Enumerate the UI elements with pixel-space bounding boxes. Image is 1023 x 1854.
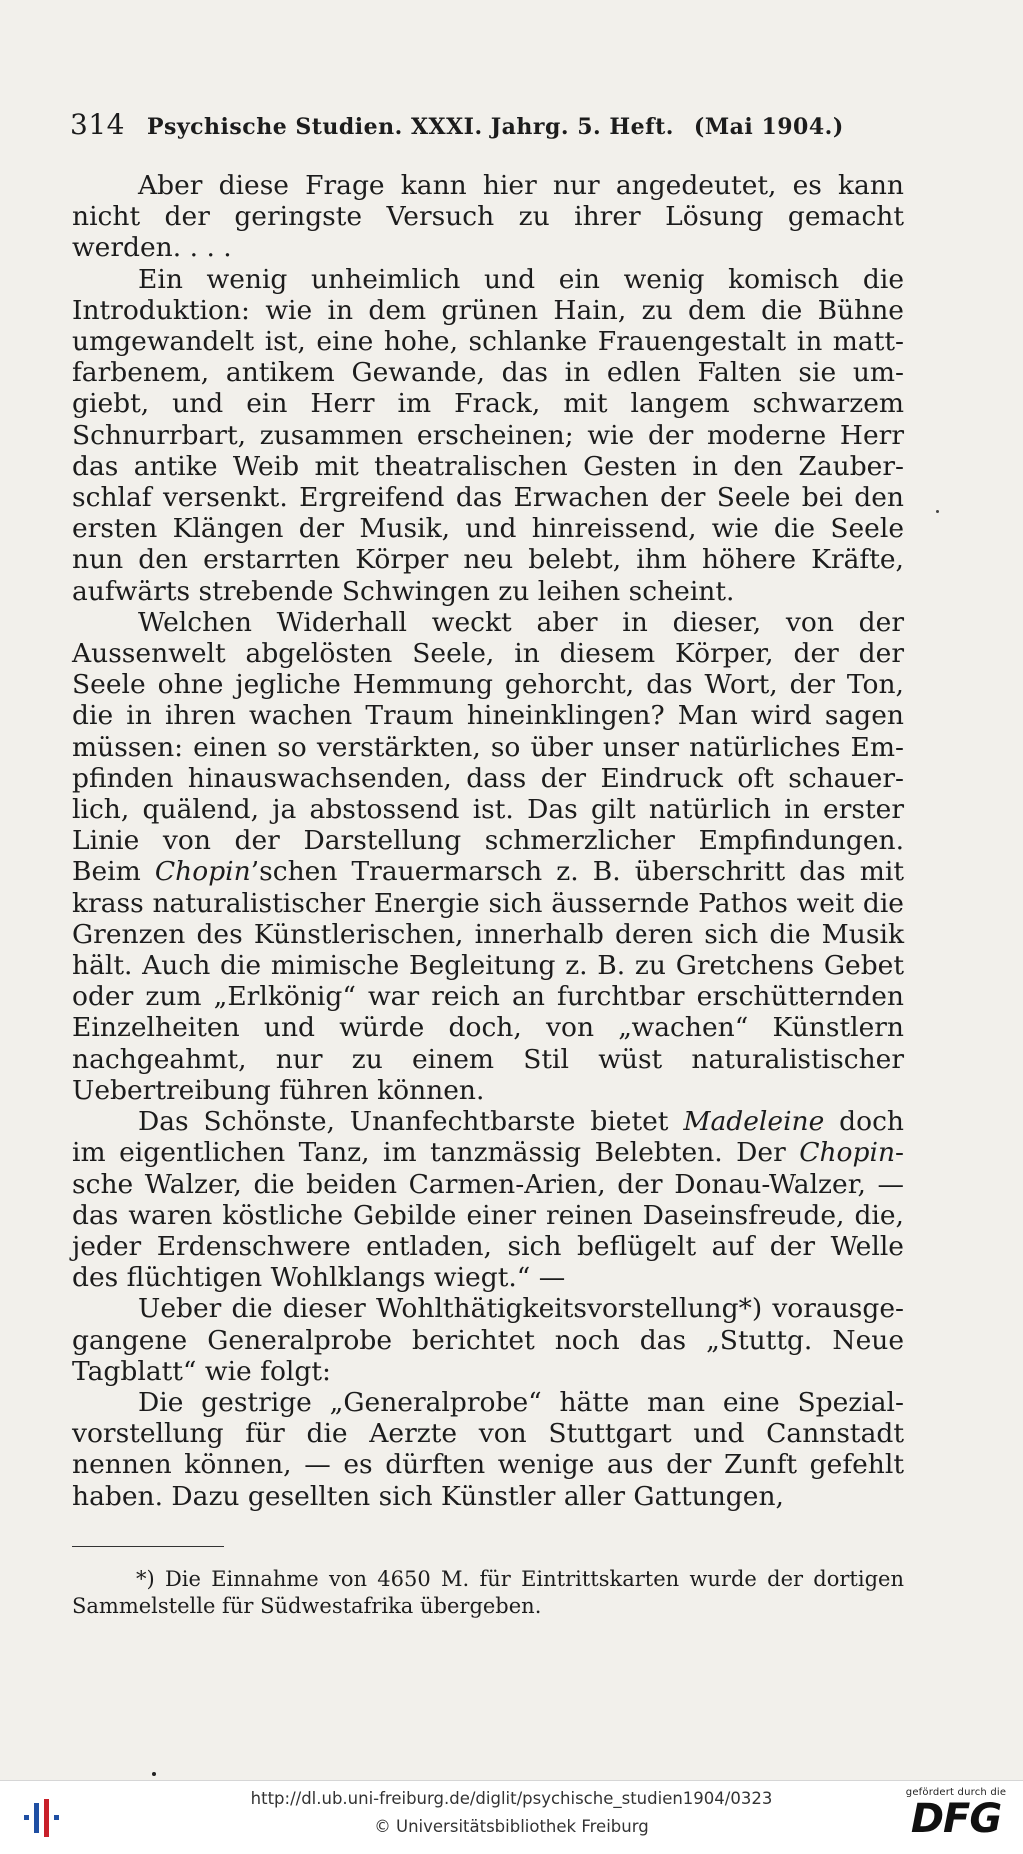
body-text xyxy=(72,170,904,1512)
source-url-link[interactable]: http://dl.ub.uni-freiburg.de/diglit/psychische_studien1904/0323 xyxy=(250,1789,773,1808)
dfg-logo xyxy=(901,1787,1011,1849)
scan-speck xyxy=(152,1772,156,1776)
paragraph-3 xyxy=(72,607,904,1106)
footnote-text: *) Die Einnahme von 4650 M. für Eintrittskarten wurde der dortigen Sammelstelle für Südwestafrika übergeben. xyxy=(72,1567,904,1618)
footnote xyxy=(72,1566,904,1620)
paragraph-3-text-b: ’schen Trauermarsch z. B. überschritt das mit krass naturalistischer Energie sich äussernde Pathos weit die Grenzen des Künstlerischen, innerhalb deren sich die Musik hält. Auch die mimische Begleitung z. B. zu Gretchens Gebet oder zum „Erlkönig“ war reich an furchtbar erschütternden Einzelheiten und würde doch, von „wachen“ Künstlern nachgeahmt, nur zu einem Stil wüst naturalistischer Uebertreibung führen können. xyxy=(72,856,904,1106)
paragraph-3-text-a: Welchen Widerhall weckt aber in dieser, von der Aussenwelt abgelösten Seele, in diesem Körper, der der Seele ohne jegliche Hemmung gehorcht, das Wort, der Ton, die in ihren wachen Traum hineinklingen? Man wird sagen müssen: einen so verstärkten, so über unser natürliches Empfinden hinauswachsenden, dass der Eindruck oft schauerlich, quälend, ja abstossend ist. Das gilt natürlich in erster Linie von der Darstellung schmerzlicher Empfindungen. Beim xyxy=(72,606,904,888)
paragraph-1: Aber diese Frage kann hier nur angedeutet, es kann nicht der geringste Versuch zu ihrer Lösung gemacht werden. . . . xyxy=(72,170,904,264)
running-header xyxy=(70,108,910,141)
paragraph-4-text-a: Das Schönste, Unanfechtbarste bietet xyxy=(138,1106,684,1138)
copyright-notice: © Universitätsbibliothek Freiburg xyxy=(374,1817,649,1836)
paragraph-4 xyxy=(72,1106,904,1293)
running-title: Psychische Studien. XXXI. Jahrg. 5. Heft. xyxy=(146,114,674,140)
page-number: 314 xyxy=(70,108,125,141)
viewer-footer xyxy=(0,1780,1023,1854)
paragraph-4-text-c: sche Walzer, die beiden Carmen-Arien, der Donau-Walzer, — das waren köstliche Gebilde einer reinen Daseinsfreude, die, jeder Erdenschwere entladen, sich beflügelt auf der Welle des flüchtigen Wohlklangs wiegt.“ — xyxy=(72,1137,904,1294)
paragraph-4-italic-1: Madeleine xyxy=(683,1106,825,1138)
paragraph-2: Ein wenig unheimlich und ein wenig komisch die Introduktion: wie in dem grünen Hain, zu dem die Bühne umgewandelt ist, eine hohe, schlanke Frauengestalt in mattfarbenem, antikem Gewande, das in edlen Falten sie umgiebt, und ein Herr im Frack, mit langem schwarzem Schnurrbart, zusammen erscheinen; wie der moderne Herr das antike Weib mit theatralischen Gesten in den Zauberschlaf versenkt. Ergreifend das Erwachen der Seele bei den ersten Klängen der Musik, und hinreissend, wie die Seele nun den erstarrten Körper neu belebt, ihm höhere Kräfte, aufwärts strebende Schwingen zu leihen scheint. xyxy=(72,263,904,607)
dfg-mark: DFG xyxy=(910,1796,1002,1842)
paragraph-4-text-b: doch im eigentlichen Tanz, im tanzmässig Belebten. Der xyxy=(72,1106,904,1169)
dfg-caption: gefördert durch die xyxy=(905,1787,1007,1798)
paragraph-3-italic: Chopin xyxy=(154,856,251,888)
paragraph-4-italic-2: Chopin xyxy=(799,1137,896,1169)
paragraph-6: Die gestrige „Generalprobe“ hätte man eine Spezialvorstellung für die Aerzte von Stuttgart und Cannstadt nennen können, — es dürften wenige aus der Zunft gefehlt haben. Dazu gesellten sich Künstler aller Gattungen, xyxy=(72,1386,904,1512)
scan-speck xyxy=(936,510,939,513)
issue-date: (Mai 1904.) xyxy=(693,114,844,140)
footnote-rule xyxy=(72,1546,224,1547)
paragraph-5: Ueber die dieser Wohlthätigkeitsvorstellung*) vorausgegangene Generalprobe berichtet noch das „Stuttg. Neue Tagblatt“ wie folgt: xyxy=(72,1293,904,1387)
